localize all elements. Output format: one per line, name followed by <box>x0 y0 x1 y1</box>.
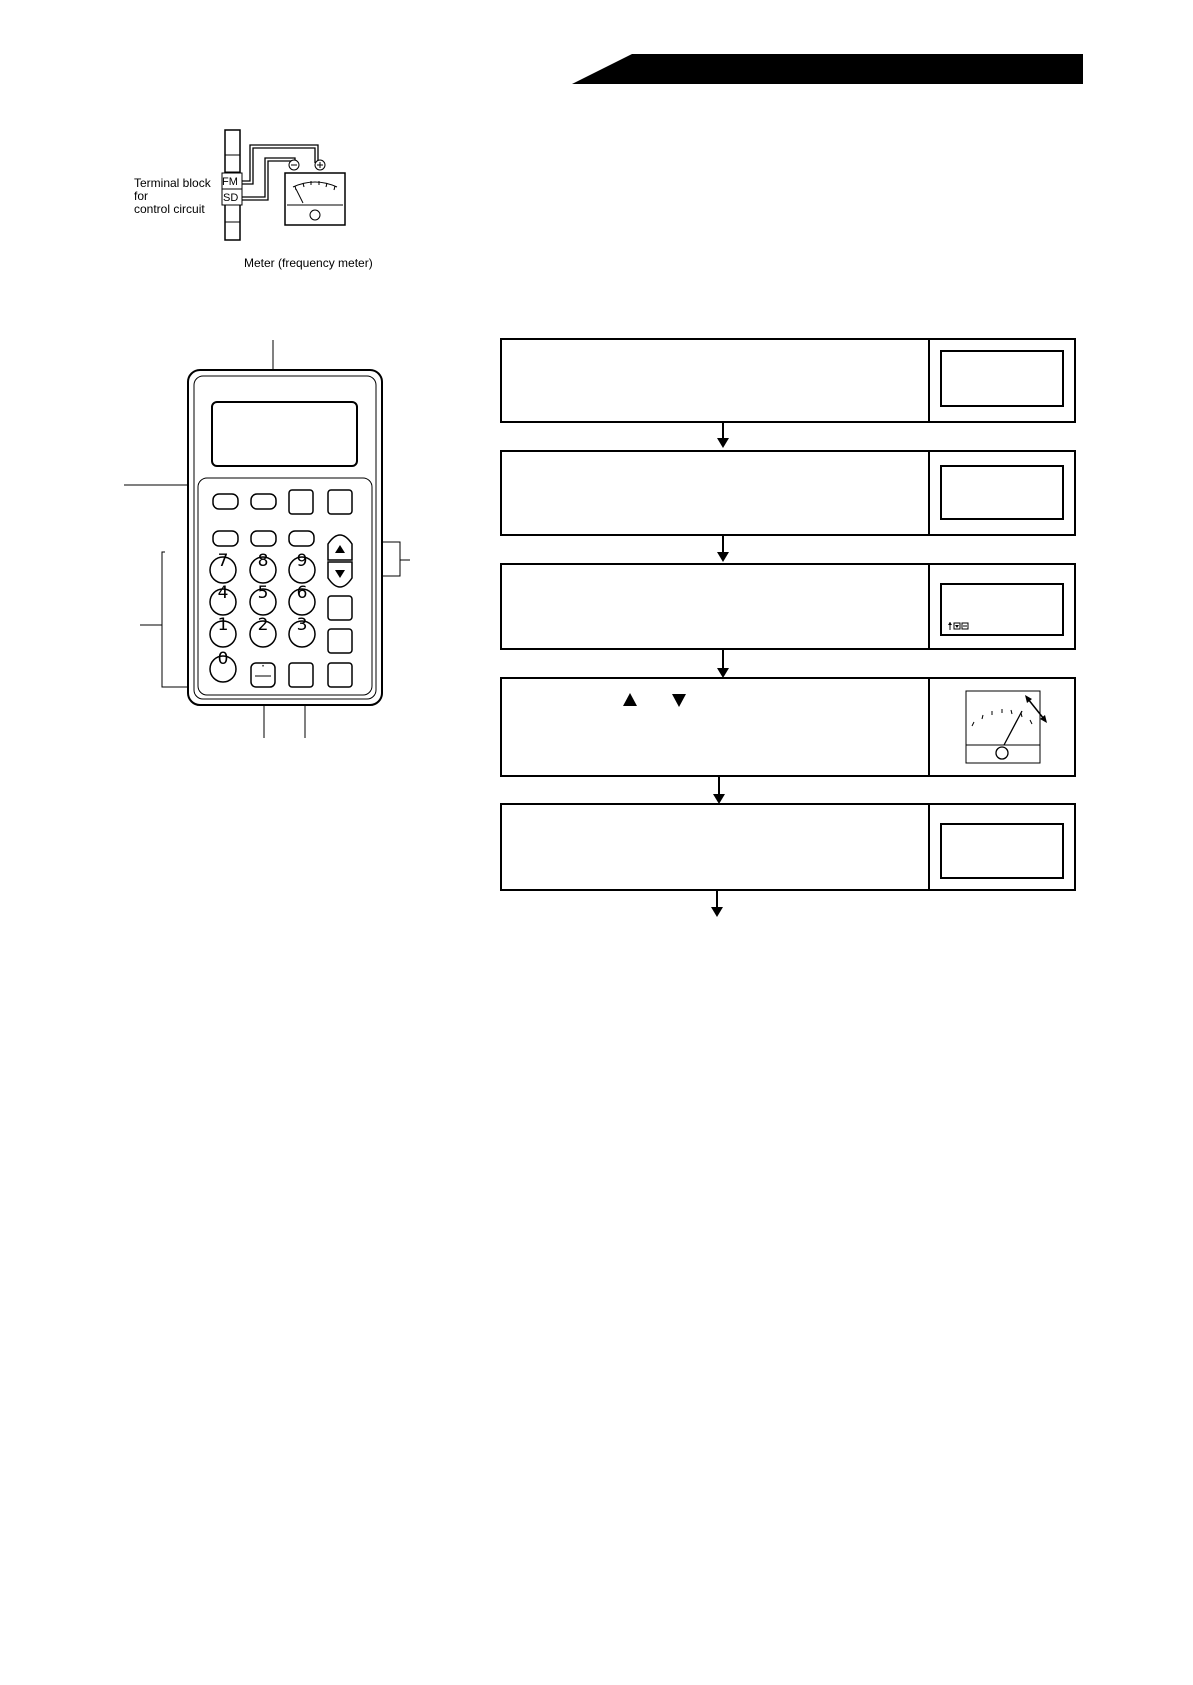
key-4[interactable]: 4 <box>217 583 229 603</box>
keypad-drawing <box>120 330 420 740</box>
key-3[interactable]: 3 <box>296 615 308 635</box>
terminal-block-label-line1: Terminal block <box>134 176 211 190</box>
key-1[interactable]: 1 <box>217 615 229 635</box>
key-2[interactable]: 2 <box>257 615 269 635</box>
parameter-unit-keypad <box>120 330 420 740</box>
key-9[interactable]: 9 <box>296 551 308 571</box>
flow-arrow-2 <box>722 536 724 560</box>
frequency-meter-icon <box>964 689 1048 767</box>
step-3-display-panel <box>928 565 1074 648</box>
terminal-block-label-line2: for <box>134 189 149 203</box>
step-5-lcd-screen <box>940 823 1064 879</box>
step-3-lcd-screen <box>940 583 1064 636</box>
down-arrow-key-icon <box>672 694 686 707</box>
procedure-step-4 <box>500 677 1076 777</box>
procedure-step-2 <box>500 450 1076 536</box>
flow-arrow-3 <box>722 650 724 676</box>
key-0[interactable]: 0 <box>217 649 229 669</box>
key-7[interactable]: 7 <box>217 551 229 571</box>
procedure-step-5 <box>500 803 1076 891</box>
header-band <box>0 0 1193 100</box>
fm-terminal-label: FM <box>222 176 238 188</box>
procedure-step-1 <box>500 338 1076 423</box>
procedure-step-3 <box>500 563 1076 650</box>
step-2-lcd-screen <box>940 465 1064 520</box>
sd-terminal-label: SD <box>223 192 239 204</box>
step-2-display-panel <box>928 452 1074 534</box>
terminal-block-label-line3: control circuit <box>134 202 205 216</box>
flow-arrow-4 <box>718 777 720 802</box>
key-8[interactable]: 8 <box>257 551 269 571</box>
step-5-display-panel <box>928 805 1074 889</box>
step-1-lcd-screen <box>940 350 1064 407</box>
flow-arrow-5 <box>716 891 718 915</box>
flow-arrow-1 <box>722 423 724 446</box>
up-arrow-key-icon <box>623 693 637 706</box>
step-3-screen-key-symbols <box>948 621 976 631</box>
meter-caption: Meter (frequency meter) <box>244 256 373 270</box>
key-5[interactable]: 5 <box>257 583 269 603</box>
key-6[interactable]: 6 <box>296 583 308 603</box>
key-decimal-point[interactable]: · <box>261 659 265 673</box>
step-1-display-panel <box>928 340 1074 421</box>
step-4-display-panel <box>928 679 1074 775</box>
wiring-diagram <box>110 125 390 285</box>
